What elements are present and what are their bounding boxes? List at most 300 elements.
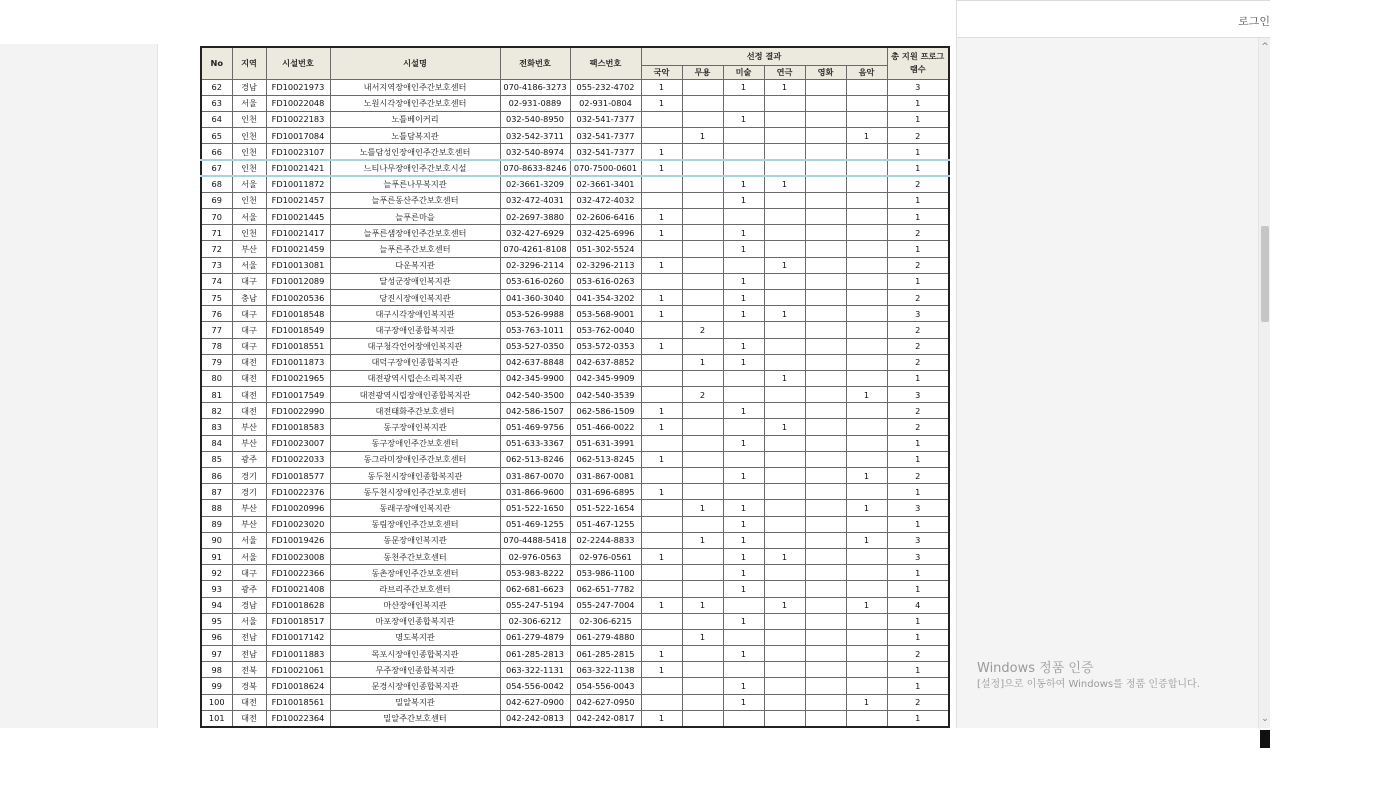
cell-music (846, 209, 887, 225)
cell-region: 대구 (232, 338, 266, 354)
cell-theater (764, 111, 805, 127)
cell-facility-id: FD10019426 (266, 532, 330, 548)
table-row (201, 419, 949, 435)
cell-facility-name: 대구청각언어장애인복지관 (330, 338, 500, 354)
cell-theater: 1 (764, 597, 805, 613)
cell-gugak: 1 (641, 451, 682, 467)
table-row (201, 370, 949, 386)
document-viewer (158, 44, 958, 728)
table-row (201, 678, 949, 694)
cell-art: 1 (723, 646, 764, 662)
cell-facility-id: FD10018549 (266, 322, 330, 338)
cell-gugak (641, 581, 682, 597)
cell-total: 2 (887, 419, 949, 435)
cell-fax: 031-696-6895 (570, 484, 641, 500)
cell-no: 79 (201, 354, 232, 370)
cell-region: 경기 (232, 468, 266, 484)
cell-gugak: 1 (641, 419, 682, 435)
cell-facility-name: 동구장애인복지관 (330, 419, 500, 435)
cell-fax: 041-354-3202 (570, 289, 641, 305)
cell-theater (764, 95, 805, 111)
cell-dance (682, 548, 723, 564)
table-row (201, 160, 949, 176)
cell-music (846, 710, 887, 726)
cell-dance (682, 225, 723, 241)
cell-fax: 053-986-1100 (570, 565, 641, 581)
cell-no: 101 (201, 710, 232, 726)
cell-film (805, 597, 846, 613)
cell-facility-id: FD10018561 (266, 694, 330, 710)
cell-fax: 02-2244-8833 (570, 532, 641, 548)
cell-facility-name: 늘푸른동산주간보호센터 (330, 192, 500, 208)
cell-no: 80 (201, 370, 232, 386)
cell-phone: 062-681-6623 (500, 581, 570, 597)
cell-total: 2 (887, 128, 949, 144)
cell-facility-id: FD10022364 (266, 710, 330, 726)
cell-theater: 1 (764, 306, 805, 322)
cell-art: 1 (723, 225, 764, 241)
cell-region: 서울 (232, 257, 266, 273)
cell-dance: 1 (682, 532, 723, 548)
cell-film (805, 403, 846, 419)
cell-no: 67 (201, 160, 232, 176)
cell-total: 2 (887, 403, 949, 419)
cell-art (723, 629, 764, 645)
cell-gugak: 1 (641, 548, 682, 564)
cell-facility-name: 노틀담성인장애인주간보호센터 (330, 144, 500, 160)
cell-region: 인천 (232, 128, 266, 144)
cell-music (846, 144, 887, 160)
cell-theater (764, 403, 805, 419)
cell-facility-id: FD10020996 (266, 500, 330, 516)
cell-art (723, 257, 764, 273)
table-row (201, 484, 949, 500)
cell-facility-id: FD10022366 (266, 565, 330, 581)
cell-music (846, 289, 887, 305)
cell-gugak (641, 532, 682, 548)
cell-theater (764, 435, 805, 451)
cell-no: 95 (201, 613, 232, 629)
cell-total: 1 (887, 273, 949, 289)
cell-phone: 061-279-4879 (500, 629, 570, 645)
scrollbar-thumb[interactable] (1261, 226, 1269, 322)
cell-film (805, 111, 846, 127)
cell-music (846, 354, 887, 370)
cell-facility-id: FD10021973 (266, 79, 330, 95)
cell-total: 1 (887, 209, 949, 225)
cell-region: 대전 (232, 403, 266, 419)
cell-total: 1 (887, 662, 949, 678)
cell-phone: 02-2697-3880 (500, 209, 570, 225)
table-body (201, 79, 949, 727)
cell-music (846, 403, 887, 419)
cell-art (723, 387, 764, 403)
cell-phone: 02-976-0563 (500, 548, 570, 564)
cell-total: 1 (887, 95, 949, 111)
cell-no: 70 (201, 209, 232, 225)
table-row (201, 468, 949, 484)
cell-theater (764, 241, 805, 257)
cell-region: 광주 (232, 581, 266, 597)
cell-region: 서울 (232, 613, 266, 629)
cell-fax: 053-568-9001 (570, 306, 641, 322)
cell-fax: 055-247-7004 (570, 597, 641, 613)
cell-phone: 032-540-8974 (500, 144, 570, 160)
table-row (201, 144, 949, 160)
cell-phone: 051-469-9756 (500, 419, 570, 435)
cell-dance (682, 565, 723, 581)
cell-music: 1 (846, 468, 887, 484)
cell-film (805, 273, 846, 289)
cell-facility-id: FD10023107 (266, 144, 330, 160)
cell-facility-name: 대전광역시립손소리복지관 (330, 370, 500, 386)
cell-region: 대전 (232, 387, 266, 403)
top-bar (956, 0, 1270, 38)
cell-no: 72 (201, 241, 232, 257)
cell-gugak: 1 (641, 225, 682, 241)
cell-phone: 061-285-2813 (500, 646, 570, 662)
cell-dance (682, 209, 723, 225)
cell-dance (682, 241, 723, 257)
cell-phone: 070-8633-8246 (500, 160, 570, 176)
cell-art: 1 (723, 241, 764, 257)
cell-fax: 051-522-1654 (570, 500, 641, 516)
cell-music (846, 581, 887, 597)
cell-dance (682, 662, 723, 678)
header-selection-result: 선정 결과 (641, 47, 887, 65)
cell-art: 1 (723, 516, 764, 532)
cell-fax: 042-637-8852 (570, 354, 641, 370)
cell-region: 부산 (232, 516, 266, 532)
cell-facility-id: FD10021457 (266, 192, 330, 208)
cell-region: 대전 (232, 354, 266, 370)
cell-total: 2 (887, 225, 949, 241)
cell-facility-id: FD10011873 (266, 354, 330, 370)
cell-art (723, 95, 764, 111)
table-row (201, 128, 949, 144)
cell-art: 1 (723, 354, 764, 370)
cell-gugak (641, 322, 682, 338)
table-row (201, 322, 949, 338)
cell-art (723, 484, 764, 500)
cell-theater: 1 (764, 370, 805, 386)
header-total-programs: 총 지원 프로그램수 (887, 47, 949, 79)
cell-region: 전남 (232, 629, 266, 645)
cell-art (723, 128, 764, 144)
cell-dance (682, 613, 723, 629)
cell-theater (764, 500, 805, 516)
cell-facility-name: 노틀베이커리 (330, 111, 500, 127)
cell-music (846, 516, 887, 532)
cell-phone: 042-345-9900 (500, 370, 570, 386)
cell-music: 1 (846, 387, 887, 403)
cell-phone: 054-556-0042 (500, 678, 570, 694)
cell-region: 대전 (232, 694, 266, 710)
cell-fax: 02-306-6215 (570, 613, 641, 629)
cell-music (846, 257, 887, 273)
cell-region: 인천 (232, 144, 266, 160)
cell-film (805, 581, 846, 597)
cell-theater (764, 160, 805, 176)
cell-gugak: 1 (641, 95, 682, 111)
cell-no: 94 (201, 597, 232, 613)
cell-no: 77 (201, 322, 232, 338)
cell-music (846, 273, 887, 289)
cell-gugak (641, 370, 682, 386)
cell-film (805, 306, 846, 322)
cell-film (805, 678, 846, 694)
cell-facility-name: 마산장애인복지관 (330, 597, 500, 613)
cell-no: 76 (201, 306, 232, 322)
cell-no: 92 (201, 565, 232, 581)
cell-theater (764, 289, 805, 305)
table-row (201, 95, 949, 111)
cell-phone: 042-637-8848 (500, 354, 570, 370)
cell-music (846, 241, 887, 257)
cell-total: 1 (887, 678, 949, 694)
cell-total: 1 (887, 613, 949, 629)
cell-total: 2 (887, 257, 949, 273)
cell-phone: 055-247-5194 (500, 597, 570, 613)
cell-art (723, 419, 764, 435)
header-genre-gugak: 국악 (641, 65, 682, 79)
cell-no: 64 (201, 111, 232, 127)
table-row (201, 500, 949, 516)
cell-gugak: 1 (641, 160, 682, 176)
cell-region: 대전 (232, 370, 266, 386)
cell-total: 1 (887, 516, 949, 532)
cell-dance (682, 192, 723, 208)
cell-phone: 031-867-0070 (500, 468, 570, 484)
cell-theater: 1 (764, 257, 805, 273)
table-row (201, 403, 949, 419)
cell-no: 99 (201, 678, 232, 694)
cell-music (846, 548, 887, 564)
cell-theater (764, 468, 805, 484)
cell-no: 75 (201, 289, 232, 305)
cell-music (846, 565, 887, 581)
cell-gugak: 1 (641, 646, 682, 662)
cell-region: 인천 (232, 225, 266, 241)
cell-film (805, 225, 846, 241)
cell-art: 1 (723, 403, 764, 419)
cell-phone: 070-4261-8108 (500, 241, 570, 257)
cell-fax: 062-651-7782 (570, 581, 641, 597)
cell-theater: 1 (764, 548, 805, 564)
cell-fax: 061-285-2815 (570, 646, 641, 662)
cell-art: 1 (723, 273, 764, 289)
cell-theater (764, 662, 805, 678)
cell-total: 2 (887, 176, 949, 192)
cell-art: 1 (723, 548, 764, 564)
cell-facility-id: FD10018583 (266, 419, 330, 435)
cell-gugak (641, 354, 682, 370)
cell-region: 경기 (232, 484, 266, 500)
cell-music (846, 435, 887, 451)
cell-total: 2 (887, 694, 949, 710)
cell-dance (682, 678, 723, 694)
cell-gugak (641, 435, 682, 451)
cell-art: 1 (723, 694, 764, 710)
cell-facility-name: 내서지역장애인주간보호센터 (330, 79, 500, 95)
cell-no: 74 (201, 273, 232, 289)
cell-total: 2 (887, 468, 949, 484)
cell-phone: 053-983-8222 (500, 565, 570, 581)
cell-theater (764, 338, 805, 354)
table-row (201, 548, 949, 564)
cell-fax: 051-466-0022 (570, 419, 641, 435)
cell-facility-id: FD10023020 (266, 516, 330, 532)
cell-gugak (641, 678, 682, 694)
chevron-up-icon[interactable]: ^ (1261, 42, 1269, 52)
cell-facility-name: 동촌장애인주간보호센터 (330, 565, 500, 581)
cell-music (846, 338, 887, 354)
cell-dance (682, 95, 723, 111)
program-selection-table (200, 46, 950, 728)
cell-region: 대구 (232, 273, 266, 289)
cell-region: 서울 (232, 176, 266, 192)
cell-film (805, 289, 846, 305)
cell-no: 96 (201, 629, 232, 645)
cell-theater (764, 646, 805, 662)
cell-dance (682, 646, 723, 662)
cell-film (805, 257, 846, 273)
table-row (201, 581, 949, 597)
cell-gugak (641, 565, 682, 581)
cell-music (846, 419, 887, 435)
cell-facility-id: FD10013081 (266, 257, 330, 273)
cell-music: 1 (846, 694, 887, 710)
cell-no: 84 (201, 435, 232, 451)
cell-music (846, 95, 887, 111)
cell-theater: 1 (764, 419, 805, 435)
watermark-subtitle: [설정]으로 이동하여 Windows를 정품 인증합니다. (977, 679, 1200, 690)
cell-dance (682, 419, 723, 435)
left-gutter (0, 44, 158, 728)
cell-film (805, 710, 846, 726)
cell-no: 100 (201, 694, 232, 710)
cell-music (846, 225, 887, 241)
cell-total: 3 (887, 500, 949, 516)
cell-theater (764, 144, 805, 160)
cell-art: 1 (723, 79, 764, 95)
cell-dance (682, 435, 723, 451)
cell-facility-id: FD10021061 (266, 662, 330, 678)
cell-facility-name: 동림장애인주간보호센터 (330, 516, 500, 532)
right-side-panel (956, 38, 1258, 728)
cell-total: 3 (887, 79, 949, 95)
vertical-scrollbar[interactable] (1258, 38, 1270, 728)
cell-art: 1 (723, 306, 764, 322)
cell-phone: 053-526-9988 (500, 306, 570, 322)
cell-film (805, 419, 846, 435)
cell-total: 1 (887, 111, 949, 127)
cell-art: 1 (723, 176, 764, 192)
table-row (201, 273, 949, 289)
cell-theater (764, 484, 805, 500)
cell-gugak (641, 500, 682, 516)
cell-film (805, 322, 846, 338)
cell-dance (682, 111, 723, 127)
cell-dance: 1 (682, 354, 723, 370)
cell-dance: 1 (682, 128, 723, 144)
cell-phone: 041-360-3040 (500, 289, 570, 305)
cell-film (805, 613, 846, 629)
cell-fax: 02-976-0561 (570, 548, 641, 564)
cell-no: 85 (201, 451, 232, 467)
cell-facility-id: FD10018548 (266, 306, 330, 322)
cell-facility-id: FD10017549 (266, 387, 330, 403)
cell-facility-name: 달성군장애인복지관 (330, 273, 500, 289)
cell-dance (682, 176, 723, 192)
cell-gugak (641, 128, 682, 144)
cell-film (805, 451, 846, 467)
cell-theater (764, 710, 805, 726)
cell-fax: 042-540-3539 (570, 387, 641, 403)
header-phone: 전화번호 (500, 47, 570, 79)
cell-gugak (641, 629, 682, 645)
cell-music (846, 192, 887, 208)
table-row (201, 225, 949, 241)
cell-facility-name: 대구장애인종합복지관 (330, 322, 500, 338)
cell-no: 90 (201, 532, 232, 548)
cell-no: 63 (201, 95, 232, 111)
cell-film (805, 79, 846, 95)
cell-fax: 055-232-4702 (570, 79, 641, 95)
cell-facility-id: FD10011883 (266, 646, 330, 662)
cell-facility-id: FD10011872 (266, 176, 330, 192)
cell-region: 부산 (232, 500, 266, 516)
cell-theater (764, 516, 805, 532)
cell-facility-id: FD10021459 (266, 241, 330, 257)
cell-gugak (641, 111, 682, 127)
header-genre-music: 음악 (846, 65, 887, 79)
header-genre-theater: 연극 (764, 65, 805, 79)
header-genre-art: 미술 (723, 65, 764, 79)
cell-gugak (641, 273, 682, 289)
cell-art: 1 (723, 111, 764, 127)
cell-gugak (641, 694, 682, 710)
cell-region: 전남 (232, 646, 266, 662)
table-row (201, 306, 949, 322)
cell-fax: 051-631-3991 (570, 435, 641, 451)
cell-facility-id: FD10018624 (266, 678, 330, 694)
cell-phone: 053-616-0260 (500, 273, 570, 289)
cell-gugak (641, 387, 682, 403)
windows-activation-watermark (977, 660, 1200, 692)
cell-no: 68 (201, 176, 232, 192)
cell-facility-id: FD10023007 (266, 435, 330, 451)
cell-gugak: 1 (641, 79, 682, 95)
cell-phone: 02-931-0889 (500, 95, 570, 111)
cell-fax: 053-616-0263 (570, 273, 641, 289)
cell-fax: 032-541-7377 (570, 111, 641, 127)
cell-phone: 042-627-0900 (500, 694, 570, 710)
login-link[interactable]: 로그인 (1238, 15, 1270, 28)
cell-region: 부산 (232, 435, 266, 451)
cell-film (805, 387, 846, 403)
cell-gugak (641, 516, 682, 532)
cell-no: 89 (201, 516, 232, 532)
cell-region: 경남 (232, 597, 266, 613)
cell-music: 1 (846, 128, 887, 144)
cell-region: 전북 (232, 662, 266, 678)
cell-dance (682, 468, 723, 484)
cell-film (805, 370, 846, 386)
cell-film (805, 338, 846, 354)
cell-no: 88 (201, 500, 232, 516)
chevron-down-icon[interactable]: ⌄ (1261, 714, 1269, 724)
